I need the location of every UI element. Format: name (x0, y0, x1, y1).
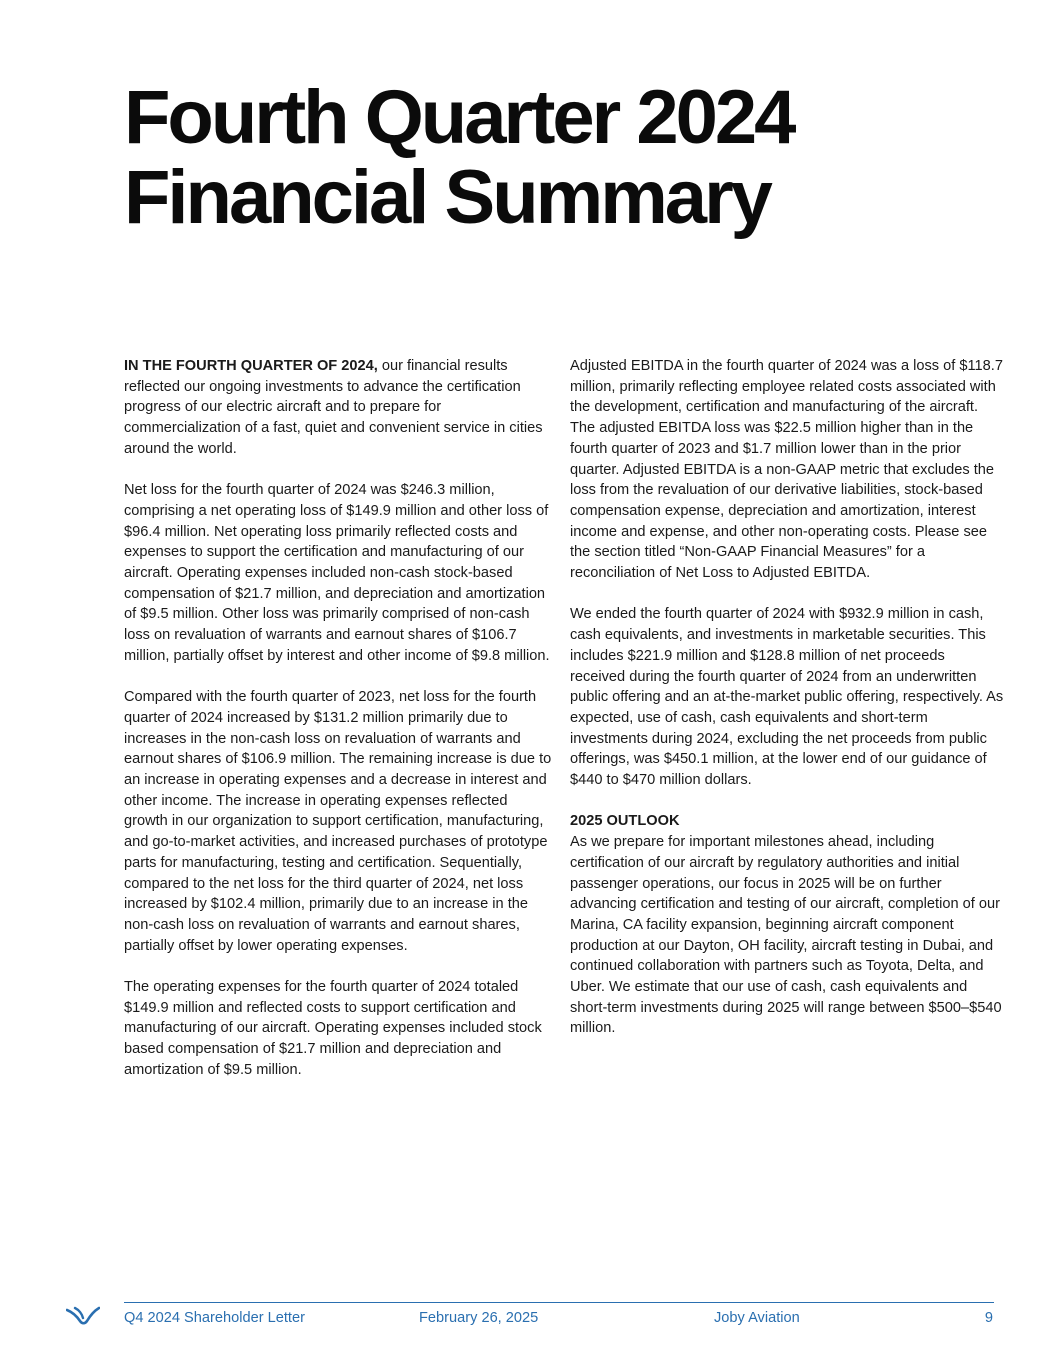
paragraph-q4-intro (124, 356, 552, 460)
page-title-line-2: Financial Summary (124, 155, 770, 240)
footer-divider (124, 1302, 994, 1303)
section-outlook (570, 811, 1004, 1039)
right-column (570, 356, 1004, 1039)
paragraph-net-loss: Net loss for the fourth quarter of 2024 was $246.3 million, comprising a net operating loss of $149.9 million and other loss of $96.4 million. Net operating loss primarily reflected costs and expenses to support the certification and manufacturing of our aircraft. Operating expenses included non-cash stock-based compensation of $21.7 million, and depreciation and amortization of $9.5 million. Other loss was primarily comprised of non-cash loss on revaluation of warrants and earnout shares of $106.7 million, partially offset by interest and other income of $9.8 million. (124, 482, 550, 664)
left-column (124, 356, 552, 1081)
page-number: 9 (984, 1310, 993, 1326)
paragraph-adjusted-ebitda: Adjusted EBITDA in the fourth quarter of 2024 was a loss of $118.7 million, primarily reflecting employee related costs associated with the development, certification and manufacturing of the aircraft. The adjusted EBITDA loss was $22.5 million higher than in the fourth quarter of 2023 and $1.7 million lower than in the prior quarter. Adjusted EBITDA is a non-GAAP metric that excludes the loss from the revaluation of our derivative liabilities, stock-based compensation expense, depreciation and amortization, interest income and expense, and other non-operating costs. Please see the section titled “Non-GAAP Financial Measures” for a reconciliation of Net Loss to Adjusted EBITDA. (570, 358, 1003, 582)
page-title (124, 75, 1004, 240)
page-title-line-1: Fourth Quarter 2024 (124, 75, 794, 160)
paragraph-operating-expenses: The operating expenses for the fourth quarter of 2024 totaled $149.9 million and reflected costs to support certification and manufacturing of our aircraft. Operating expenses included stock based compensation of $21.7 million and depreciation and amortization of $9.5 million. (124, 979, 542, 1078)
joby-bird-logo-icon (66, 1306, 100, 1326)
footer-document-title: Q4 2024 Shareholder Letter (124, 1310, 305, 1326)
footer-date: February 26, 2025 (419, 1310, 539, 1326)
paragraph-yoy-comparison: Compared with the fourth quarter of 2023, net loss for the fourth quarter of 2024 increased by $131.2 million primarily due to increases in the non-cash loss on revaluation of warrants and earnout shares of $106.9 million. The remaining increase is due to an increase in operating expenses and a decrease in interest and other income. The increase in operating expenses reflected growth in our organization to support certification, manufacturing, and go-to-market activities, and increased purchases of prototype parts for manufacturing, testing and certification. Sequentially, compared to the net loss for the third quarter of 2024, net loss increased by $102.4 million, primarily due to an increase in the non-cash loss on revaluation of warrants and earnout shares, partially offset by lower operating expenses. (124, 689, 552, 954)
paragraph-cash-position: We ended the fourth quarter of 2024 with $932.9 million in cash, cash equivalents, and investments in marketable securities. This includes $221.9 million and $128.8 million of net proceeds received during the fourth quarter of 2024 from an underwritten public offering and an at-the-market public offering, respectively. As expected, use of cash, cash equivalents and short-term investments during 2024, excluding the net proceeds from public offerings, was $450.1 million, at the lower end of our guidance of $440 to $470 million dollars. (570, 606, 1004, 789)
paragraph-text: our financial results reflected our ongoing investments to advance the certification progress of our electric aircraft and to prepare for commercialization of a fast, quiet and convenient service in cities around the world. (124, 358, 543, 457)
outlook-text: As we prepare for important milestones ahead, including certification of our aircraft by regulatory authorities and initial passenger operations, our focus in 2025 will be on further advancing certification and testing of our aircraft, completion of our Marina, CA facility expansion, beginning aircraft component production at our Dayton, OH facility, aircraft testing in Dubai, and continued collaboration with partners such as Toyota, Delta, and Uber. We estimate that our use of cash, cash equivalents and short-term investments during 2025 will range between $500–$540 million. (570, 834, 1002, 1037)
outlook-heading: 2025 OUTLOOK (570, 813, 680, 830)
footer-company: Joby Aviation (714, 1310, 800, 1326)
paragraph-lead: IN THE FOURTH QUARTER OF 2024, (124, 358, 378, 374)
